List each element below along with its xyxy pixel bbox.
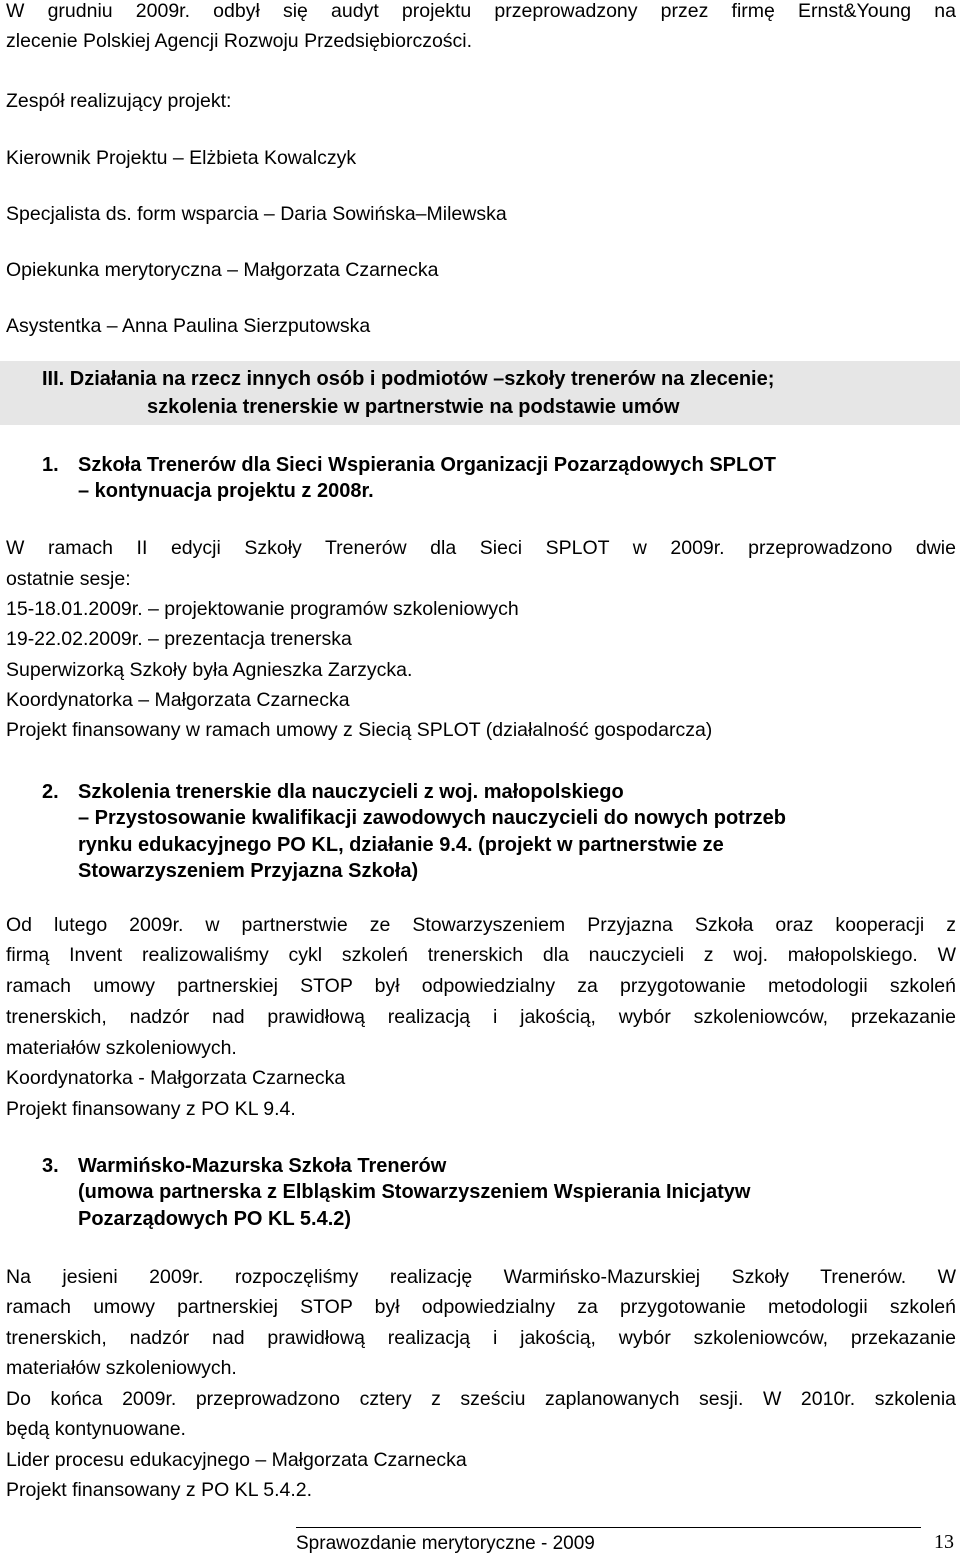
item-body-line: Projekt finansowany z PO KL 5.4.2. (6, 1479, 313, 1501)
item-body-line: firmą Invent realizowaliśmy cykl szkoleń trenerskich dla nauczycieli z woj. małopolskiego. W (6, 944, 956, 966)
item-body-line: 15-18.01.2009r. – projektowanie programów szkoleniowych (6, 598, 519, 620)
item-heading-line: Warmińsko-Mazurska Szkoła Trenerów (78, 1155, 447, 1177)
item-body-line: Lider procesu edukacyjnego – Małgorzata Czarnecka (6, 1449, 467, 1471)
item-heading-line: Pozarządowych PO KL 5.4.2) (78, 1208, 352, 1230)
section-title-line-2: szkolenia trenerskie w partnerstwie na podstawie umów (147, 396, 680, 418)
item-body-line: będą kontynuowane. (6, 1418, 186, 1440)
item-body-line: Projekt finansowany w ramach umowy z Siecią SPLOT (działalność gospodarcza) (6, 719, 713, 741)
item-heading-line: Szkolenia trenerskie dla nauczycieli z woj. małopolskiego (78, 781, 624, 803)
item-body-line: 19-22.02.2009r. – prezentacja trenerska (6, 628, 352, 650)
item-number: 3. (42, 1155, 59, 1177)
item-body-line: materiałów szkoleniowych. (6, 1357, 237, 1379)
team-heading: Zespół realizujący projekt: (6, 90, 232, 112)
intro-line-2: zlecenie Polskiej Agencji Rozwoju Przedsiębiorczości. (6, 30, 473, 52)
item-heading-line: (umowa partnerska z Elbląskim Stowarzyszeniem Wspierania Inicjatyw (78, 1181, 751, 1203)
page-number: 13 (934, 1531, 954, 1553)
item-body-line: ramach umowy partnerskiej STOP był odpowiedzialny za przygotowanie metodologii szkoleń (6, 975, 956, 997)
item-heading-line: rynku edukacyjnego PO KL, działanie 9.4. (projekt w partnerstwie ze (78, 834, 724, 856)
team-member: Opiekunka merytoryczna – Małgorzata Czarnecka (6, 259, 439, 281)
item-body-line: ramach umowy partnerskiej STOP był odpowiedzialny za przygotowanie metodologii szkoleń (6, 1296, 956, 1318)
item-heading-line: Szkoła Trenerów dla Sieci Wspierania Organizacji Pozarządowych SPLOT (78, 454, 776, 476)
item-body-line: Projekt finansowany z PO KL 9.4. (6, 1098, 296, 1120)
section-title-line-1: III. Działania na rzecz innych osób i podmiotów –szkoły trenerów na zlecenie; (42, 368, 775, 390)
item-heading-line: Stowarzyszeniem Przyjazna Szkoła) (78, 860, 419, 882)
item-number: 1. (42, 454, 59, 476)
item-body-line: Koordynatorka - Małgorzata Czarnecka (6, 1067, 346, 1089)
footer-title: Sprawozdanie merytoryczne - 2009 (296, 1533, 595, 1554)
item-body-line: Do końca 2009r. przeprowadzono cztery z sześciu zaplanowanych sesji. W 2010r. szkolenia (6, 1388, 956, 1410)
item-body-line: Na jesieni 2009r. rozpoczęliśmy realizację Warmińsko-Mazurskiej Szkoły Trenerów. W (6, 1266, 956, 1288)
item-body-line: trenerskich, nadzór nad prawidłową realizacją i jakością, wybór szkoleniowców, przekazanie (6, 1327, 956, 1349)
item-body-line: Koordynatorka – Małgorzata Czarnecka (6, 689, 350, 711)
item-number: 2. (42, 781, 59, 803)
team-member: Asystentka – Anna Paulina Sierzputowska (6, 315, 371, 337)
item-body-line: Superwizorką Szkoły była Agnieszka Zarzycka. (6, 659, 413, 681)
item-body-line: materiałów szkoleniowych. (6, 1037, 237, 1059)
footer-divider (296, 1527, 921, 1528)
item-body-line: trenerskich, nadzór nad prawidłową realizacją i jakością, wybór szkoleniowców, przekazanie (6, 1006, 956, 1028)
section-heading-banner (0, 361, 960, 425)
item-body-line: Od lutego 2009r. w partnerstwie ze Stowarzyszeniem Przyjazna Szkoła oraz kooperacji z (6, 914, 956, 936)
team-member: Specjalista ds. form wsparcia – Daria Sowińska–Milewska (6, 203, 507, 225)
team-member: Kierownik Projektu – Elżbieta Kowalczyk (6, 147, 357, 169)
item-heading-line: – Przystosowanie kwalifikacji zawodowych nauczycieli do nowych potrzeb (78, 807, 786, 829)
intro-line-1: W grudniu 2009r. odbył się audyt projektu przeprowadzony przez firmę Ernst&Young na (6, 0, 956, 22)
item-body-line: ostatnie sesje: (6, 568, 131, 590)
item-body-line: W ramach II edycji Szkoły Trenerów dla Sieci SPLOT w 2009r. przeprowadzono dwie (6, 537, 956, 559)
item-heading-line: – kontynuacja projektu z 2008r. (78, 480, 374, 502)
